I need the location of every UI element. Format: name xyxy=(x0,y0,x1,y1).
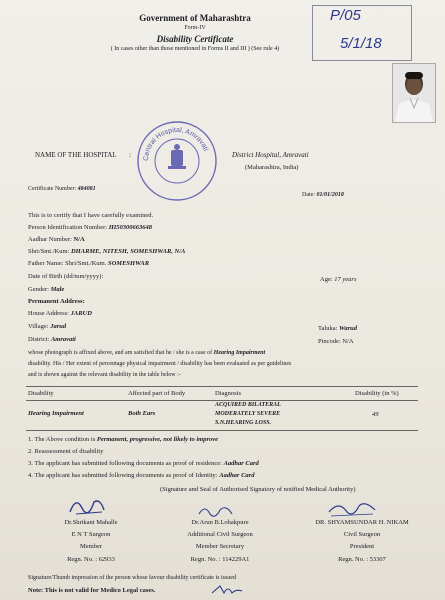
sig1-name: Dr.Shrikant Mahalle xyxy=(64,519,118,526)
para1-diagnosis: Hearing Impairment xyxy=(213,350,266,356)
cert-number: 484081 xyxy=(77,186,96,192)
house-value: JARUD xyxy=(70,310,92,317)
stamp-text: Central Hospital, Amravati xyxy=(142,126,210,162)
age-value: 17 years xyxy=(334,276,357,283)
cert-date: 01/01/2018 xyxy=(316,192,344,198)
hospital-name: District Hospital, Amravati xyxy=(232,151,309,159)
sig2-role: Additional Civil Surgeon xyxy=(187,531,253,538)
sig2-name: Dr.Arun B.Lohakpure xyxy=(191,519,249,526)
td-percent: 49 xyxy=(372,411,379,418)
th-affected-part: Affected part of Body xyxy=(128,390,186,397)
cond2-text: 2. Reassessment of disability xyxy=(28,448,104,455)
perm-address-heading: Permanent Address: xyxy=(28,298,85,305)
hospital-label: NAME OF THE HOSPITAL xyxy=(35,151,117,159)
cond1-value: Permanent, progressive, not likely to improve xyxy=(96,436,219,443)
signatory-heading: (Signature and Seal of Authorised Signatory of notified Medical Authority) xyxy=(160,486,356,493)
govt-title: Government of Maharashtra xyxy=(139,13,251,23)
father-value: SOMESHWAR xyxy=(107,260,150,267)
cond1-label: 1. The Above condition is xyxy=(28,436,96,443)
dob-label: Date of Birth (dd/mm/yyyy): xyxy=(28,273,104,280)
sig2-title: Member Secretary xyxy=(195,543,245,550)
age-label: Age: xyxy=(320,276,333,283)
table-header-rule xyxy=(26,400,418,401)
sig3-role: Civil Surgeon xyxy=(343,531,381,538)
sig3-title: President xyxy=(349,543,375,550)
form-note: ( In cases other than those mentioned in Forms II and III ) (See rule 4) xyxy=(110,46,280,52)
sig1-title: Member xyxy=(79,543,103,550)
sig2-regn: Regn. No. : 114229A1 xyxy=(190,556,250,563)
signature-lohakpure xyxy=(196,502,236,520)
para2-text: disability. His / Her extent of percentage physical impairment / disability has been evaluated as per guidelines xyxy=(28,361,292,367)
name-value: DHARME, NITESH, SOMESHWAR, N/A xyxy=(70,248,186,255)
gender-value: Male xyxy=(50,286,65,293)
name-label: Shri/Smt./Kum: xyxy=(28,248,70,255)
handwritten-date: 5/1/18 xyxy=(340,35,382,52)
validity-note: Note: This is not valid for Medico Legal cases. xyxy=(28,587,156,594)
district-label: District: xyxy=(28,336,50,343)
cond4-value: Aadhar Card xyxy=(219,472,255,479)
gender-label: Gender: xyxy=(28,286,49,293)
intro-text: This is to certify that I have carefully examined. xyxy=(28,212,154,219)
para3-text: and is shown against the relevant disability in the table below :- xyxy=(28,372,181,378)
td-diagnosis-1: ACQUIRED BILATERAL xyxy=(215,402,281,408)
form-number: Form-IV xyxy=(184,25,206,31)
table-top-rule xyxy=(26,386,418,387)
th-diagnosis: Diagnosis xyxy=(215,390,241,397)
sig1-regn: Regn. No. : 62933 xyxy=(67,556,115,563)
cond3-label: 3. The applicant has submitted following documents as proof of residence: xyxy=(28,460,222,467)
applicant-signature xyxy=(210,583,244,597)
certificate-page: Government of Maharashtra Form-IV Disability Certificate ( In cases other than those mentioned in Forms II and III ) (See rule 4) P/05 5/1/18 Central Hospital, Amravati NAME OF THE HOSPITAL : District Hospital, Amravati (Maharashtra, India) Certificate Number: 484081 Date: 01/01/2018 This is to certify that I have carefully examined. Person Identification Number: HI50300663648 Aadhar Number: N/A Shri/Smt./Kum: DHARME, NITESH, SOMESHWAR, N/A Father Name: Shri/Smt./Kum. SOMESHWAR Date of Birth (dd/mm/yyyy): Age: 17 years Gender: Male Permanent Address: House Address: JARUD Village: Jarud Taluka: Warud District: Amravati Pincode: N/A whose photograph is affixed above, and am satisfied that he / she is a case of Hearing Impairment disability. His / Her extent of percentage physical impairment / disability has been evaluated as per guidelines and is shown against the relevant disability in the table below :- Disability Affected part of Body Diagnosis Disability (in %) Hearing Impairment Both Ears ACQUIRED BILATERAL MODERATELY SEVERE S.N.HEARING LOSS. 49 1. The Above condition is Permanent, progressive, not likely to improve 2. Reassessment of disability 3. The applicant has submitted following documents as proof of residence: Aadhar Card 4. The applicant has submitted following documents as proof of Identity: Aadhar Card (Signature and Seal of Authorised Signatory of notified Medical Authority) Dr.Shrikant Mahalle E N T Surgeon Member Regn. No. : 62933 Dr.Arun B.Lohakpure Additional Civil Surgeon Member Secretary Regn. No. : 114229A1 DR. SHYAMSUNDAR H. NIKAM Civil Surgeon President Regn. No. : 53307 Signature/Thumb impression of the person whose favour disability certificate is issued Note: This is not valid for Medico Legal cases. xyxy=(0,0,445,600)
td-diagnosis-3: S.N.HEARING LOSS. xyxy=(215,420,272,426)
para1-text: whose photograph is affixed above, and am satisfied that he / she is a case of xyxy=(28,350,213,356)
th-percent: Disability (in %) xyxy=(355,390,399,397)
signature-nikam xyxy=(325,498,381,520)
sig3-regn: Regn. No. : 53307 xyxy=(338,556,386,563)
td-part: Both Ears xyxy=(128,410,156,417)
td-disability: Hearing Impairment xyxy=(28,410,84,417)
house-label: House Address: xyxy=(28,310,69,317)
pincode-label: Pincode: xyxy=(318,338,341,345)
pid-value: HI50300663648 xyxy=(108,224,153,231)
village-value: Jarud xyxy=(50,323,67,330)
cert-number-label: Certificate Number: xyxy=(28,186,77,192)
td-diagnosis-2: MODERATELY SEVERE xyxy=(215,411,281,417)
hospital-state: (Maharashtra, India) xyxy=(245,164,299,171)
doc-subtitle: Disability Certificate xyxy=(156,34,234,44)
sig3-name: DR. SHYAMSUNDAR H. NIKAM xyxy=(315,519,409,526)
pincode-value: N/A xyxy=(342,338,354,345)
cert-date-label: Date: xyxy=(302,192,315,198)
taluka-value: Warud xyxy=(339,325,357,332)
th-disability: Disability xyxy=(28,390,54,397)
reference-box xyxy=(312,5,412,61)
taluka-label: Taluka: xyxy=(318,325,338,332)
thumb-impression-text: Signature/Thumb impression of the person whose favour disability certificate is issued xyxy=(28,575,236,581)
table-bottom-rule xyxy=(26,430,418,431)
pid-label: Person Identification Number: xyxy=(28,224,108,231)
aadhar-label: Aadhar Number: xyxy=(28,236,72,243)
signature-mahalle xyxy=(66,494,110,518)
father-label: Father Name: Shri/Smt./Kum. xyxy=(28,260,107,267)
aadhar-value: N/A xyxy=(73,236,85,243)
cond3-value: Aadhar Card xyxy=(223,460,259,467)
hospital-stamp xyxy=(136,120,218,202)
handwritten-ref: P/05 xyxy=(330,7,361,24)
cond4-label: 4. The applicant has submitted following documents as proof of Identity: xyxy=(28,472,218,479)
applicant-photo xyxy=(392,63,436,123)
sig1-role: E N T Surgeon xyxy=(71,531,111,538)
district-value: Amravati xyxy=(50,336,76,343)
village-label: Village: xyxy=(28,323,49,330)
